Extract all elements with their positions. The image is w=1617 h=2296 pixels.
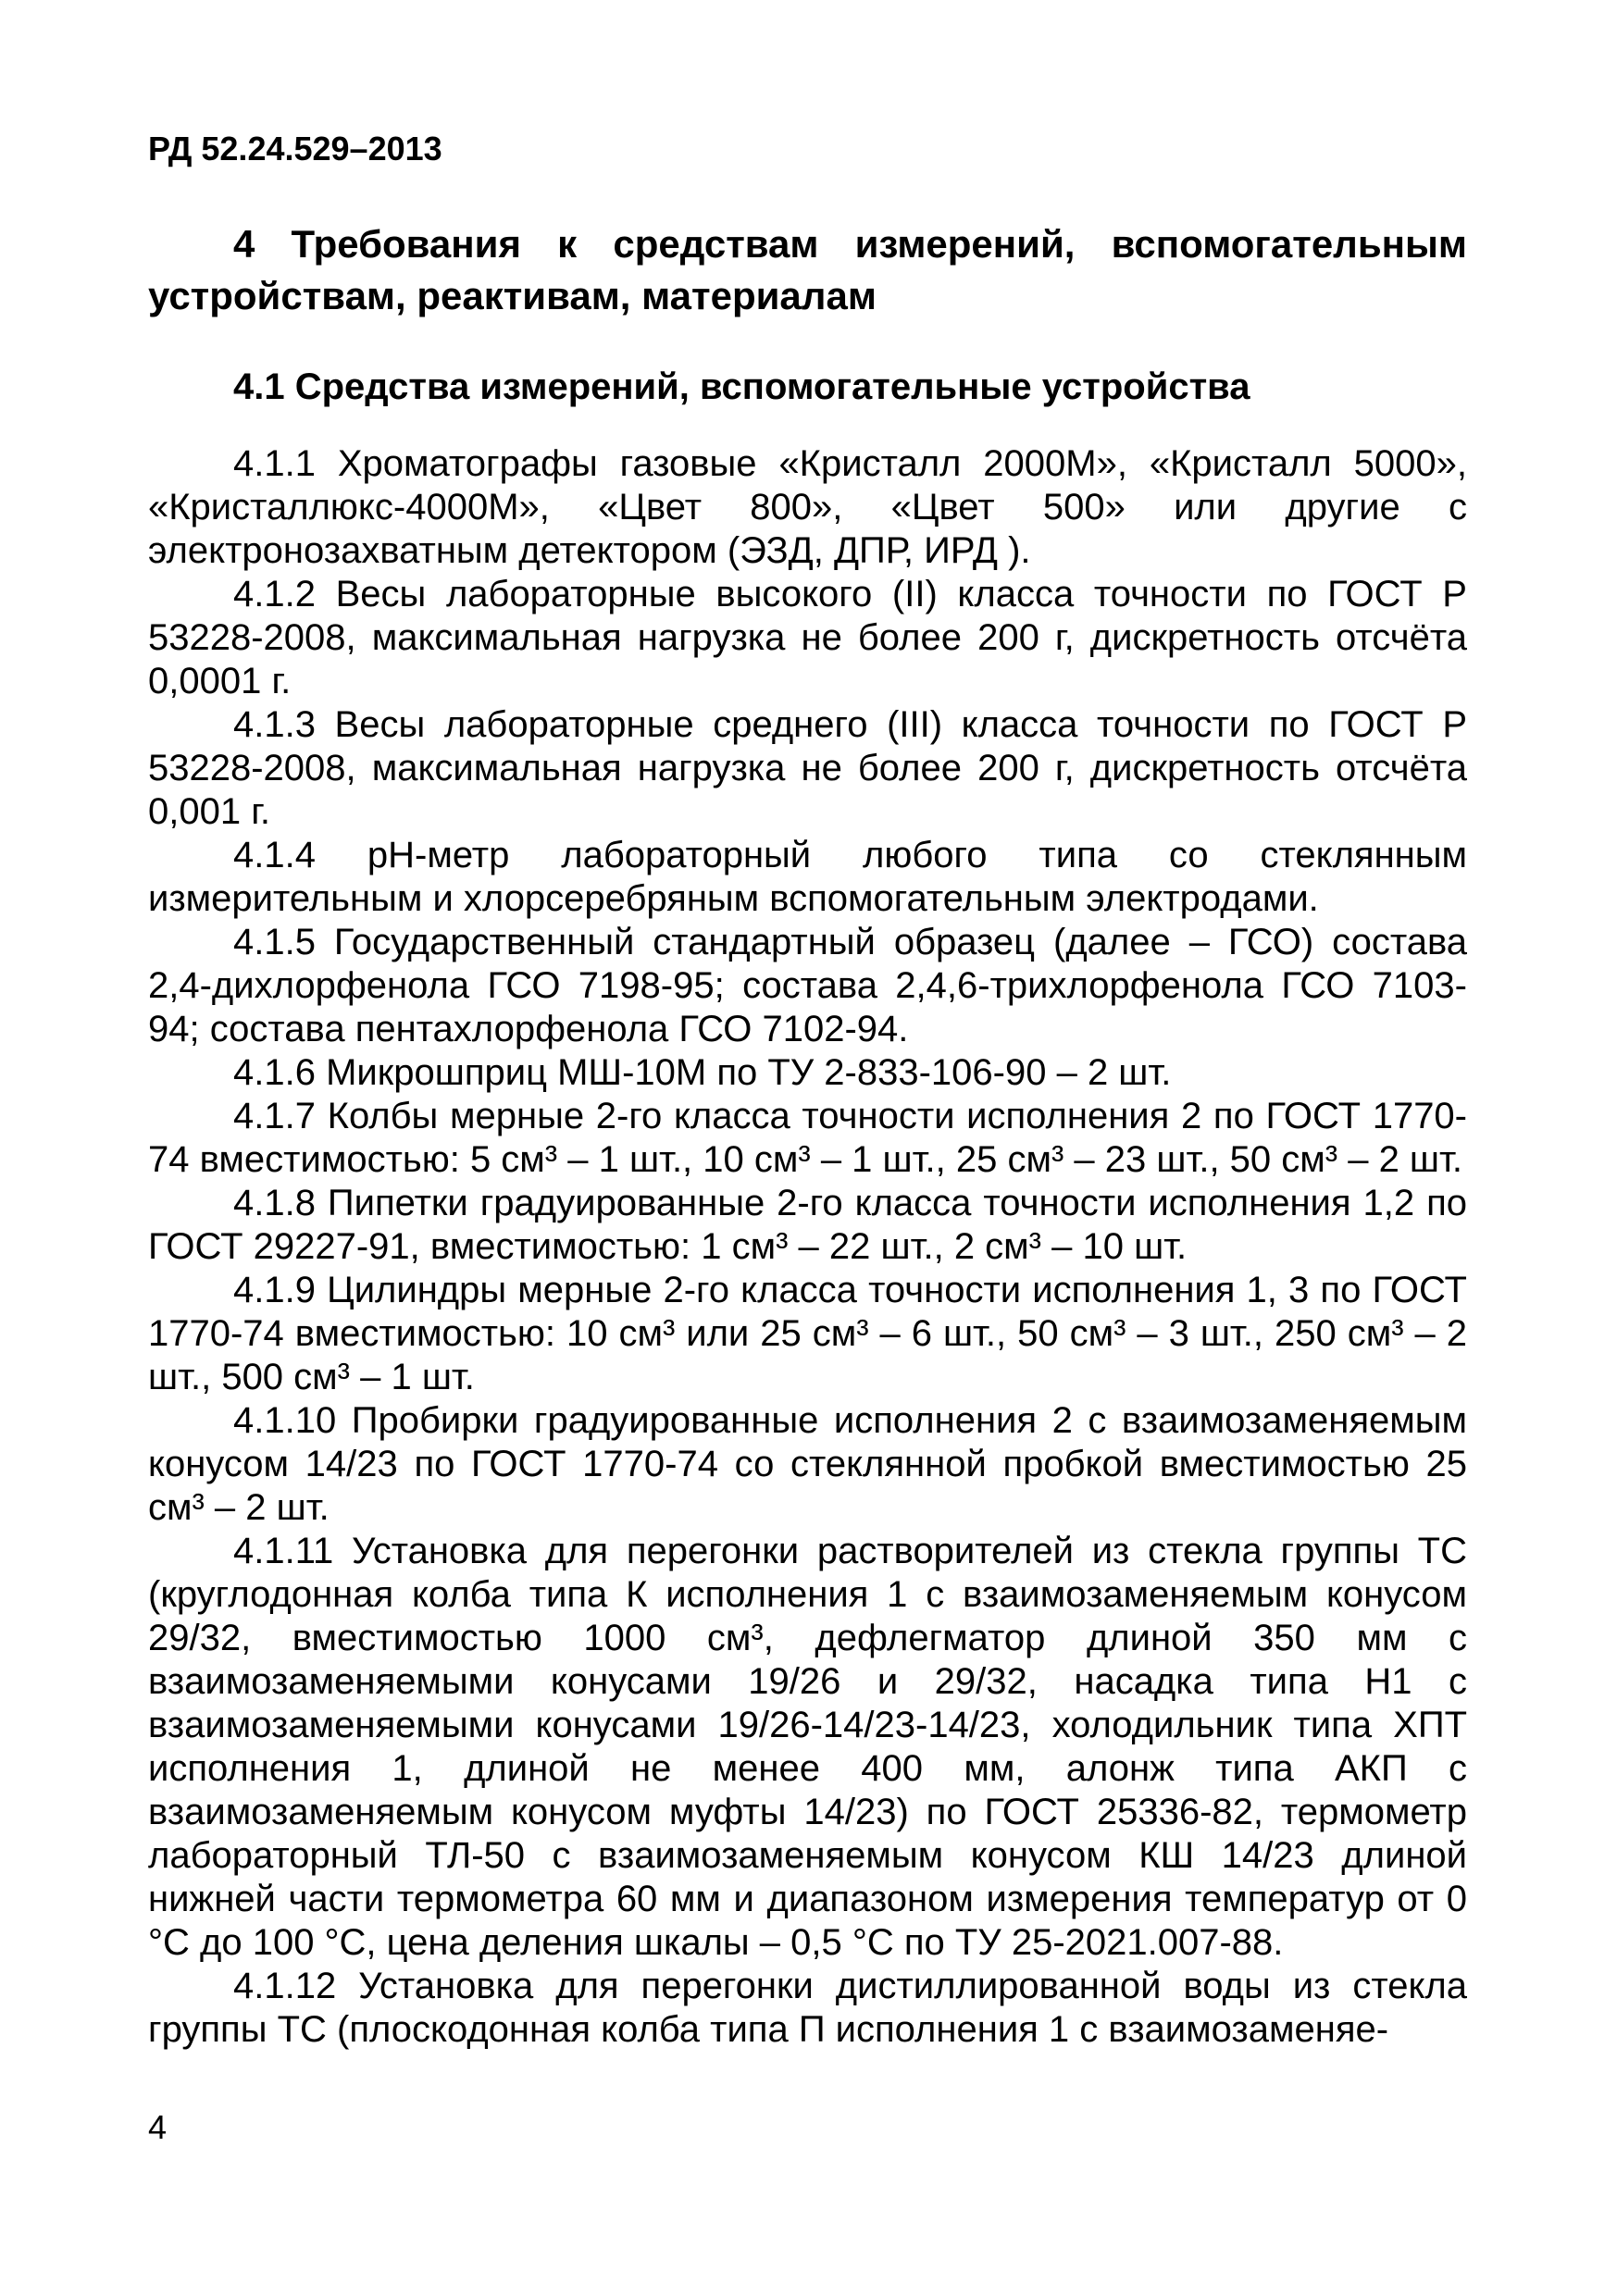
list-item: 4.1.5 Государственный стандартный образец (далее – ГСО) состава 2,4-дихлорфенола ГСО 7198-95; состава 2,4,6-трихлорфенола ГСО 7103-94; состава пентахлорфенола ГСО 7102-94.: [148, 922, 1467, 1049]
section-title: 4 Требования к средствам измерений, вспомогательным устройствам, реактивам, материалам: [148, 222, 1467, 317]
subsection-title: 4.1 Средства измерений, вспомогательные устройства: [233, 366, 1250, 407]
list-item: 4.1.12 Установка для перегонки дистиллированной воды из стекла группы ТС (плоскодонная колба типа П исполнения 1 с взаимозаменяе-: [148, 1966, 1467, 2050]
list-item: 4.1.1 Хроматографы газовые «Кристалл 2000М», «Кристалл 5000», «Кристаллюкс-4000М», «Цвет 800», «Цвет 500» или другие с электронозахватным детектором (ЭЗД, ДПР, ИРД ).: [148, 443, 1467, 571]
list-item: 4.1.4 рН-метр лабораторный любого типа со стеклянным измерительным и хлорсеребряным вспомогательным электродами.: [148, 835, 1467, 919]
list-item: 4.1.9 Цилиндры мерные 2-го класса точности исполнения 1, 3 по ГОСТ 1770-74 вместимостью: 10 см³ или 25 см³ – 6 шт., 50 см³ – 3 шт., 250 см³ – 2 шт., 500 см³ – 1 шт.: [148, 1270, 1467, 1397]
list-item: 4.1.6 Микрошприц МШ-10М по ТУ 2-833-106-90 – 2 шт.: [233, 1052, 1172, 1093]
document-page: [148, 130, 1467, 2052]
list-item: 4.1.7 Колбы мерные 2-го класса точности исполнения 2 по ГОСТ 1770-74 вместимостью: 5 см³ – 1 шт., 10 см³ – 1 шт., 25 см³ – 23 шт., 50 см³ – 2 шт.: [148, 1096, 1467, 1180]
list-item: 4.1.2 Весы лабораторные высокого (II) класса точности по ГОСТ Р 53228-2008, максимальная нагрузка не более 200 г, дискретность отсчёта 0,0001 г.: [148, 574, 1467, 701]
page-number: 4: [148, 2108, 168, 2146]
list-item: 4.1.11 Установка для перегонки растворителей из стекла группы ТС (круглодонная колба типа К исполнения 1 с взаимозаменяемым конусом 29/32, вместимостью 1000 см³, дефлегматор длиной 350 мм с взаимозаменяемыми конусами 19/26 и 29/32, насадка типа Н1 с взаимозаменяемыми конусами 19/26-14/23-14/23, холодильник типа ХПТ исполнения 1, длиной не менее 400 мм, алонж типа АКП с взаимозаменяемым конусом муфты 14/23) по ГОСТ 25336-82, термометр лабораторный ТЛ-50 с взаимозаменяемым конусом КШ 14/23 длиной нижней части термометра 60 мм и диапазоном измерения температур от 0 °С до 100 °С, цена деления шкалы – 0,5 °С по ТУ 25-2021.007-88.: [148, 1531, 1467, 1963]
document-code: РД 52.24.529–2013: [148, 130, 442, 168]
requirements-list: [148, 442, 1467, 2052]
list-item: 4.1.3 Весы лабораторные среднего (III) класса точности по ГОСТ Р 53228-2008, максимальная нагрузка не более 200 г, дискретность отсчёта 0,001 г.: [148, 704, 1467, 832]
list-item: 4.1.10 Пробирки градуированные исполнения 2 с взаимозаменяемым конусом 14/23 по ГОСТ 1770-74 со стеклянной пробкой вместимостью 25 см³ – 2 шт.: [148, 1400, 1467, 1528]
list-item: 4.1.8 Пипетки градуированные 2-го класса точности исполнения 1,2 по ГОСТ 29227-91, вместимостью: 1 см³ – 22 шт., 2 см³ – 10 шт.: [148, 1183, 1467, 1267]
